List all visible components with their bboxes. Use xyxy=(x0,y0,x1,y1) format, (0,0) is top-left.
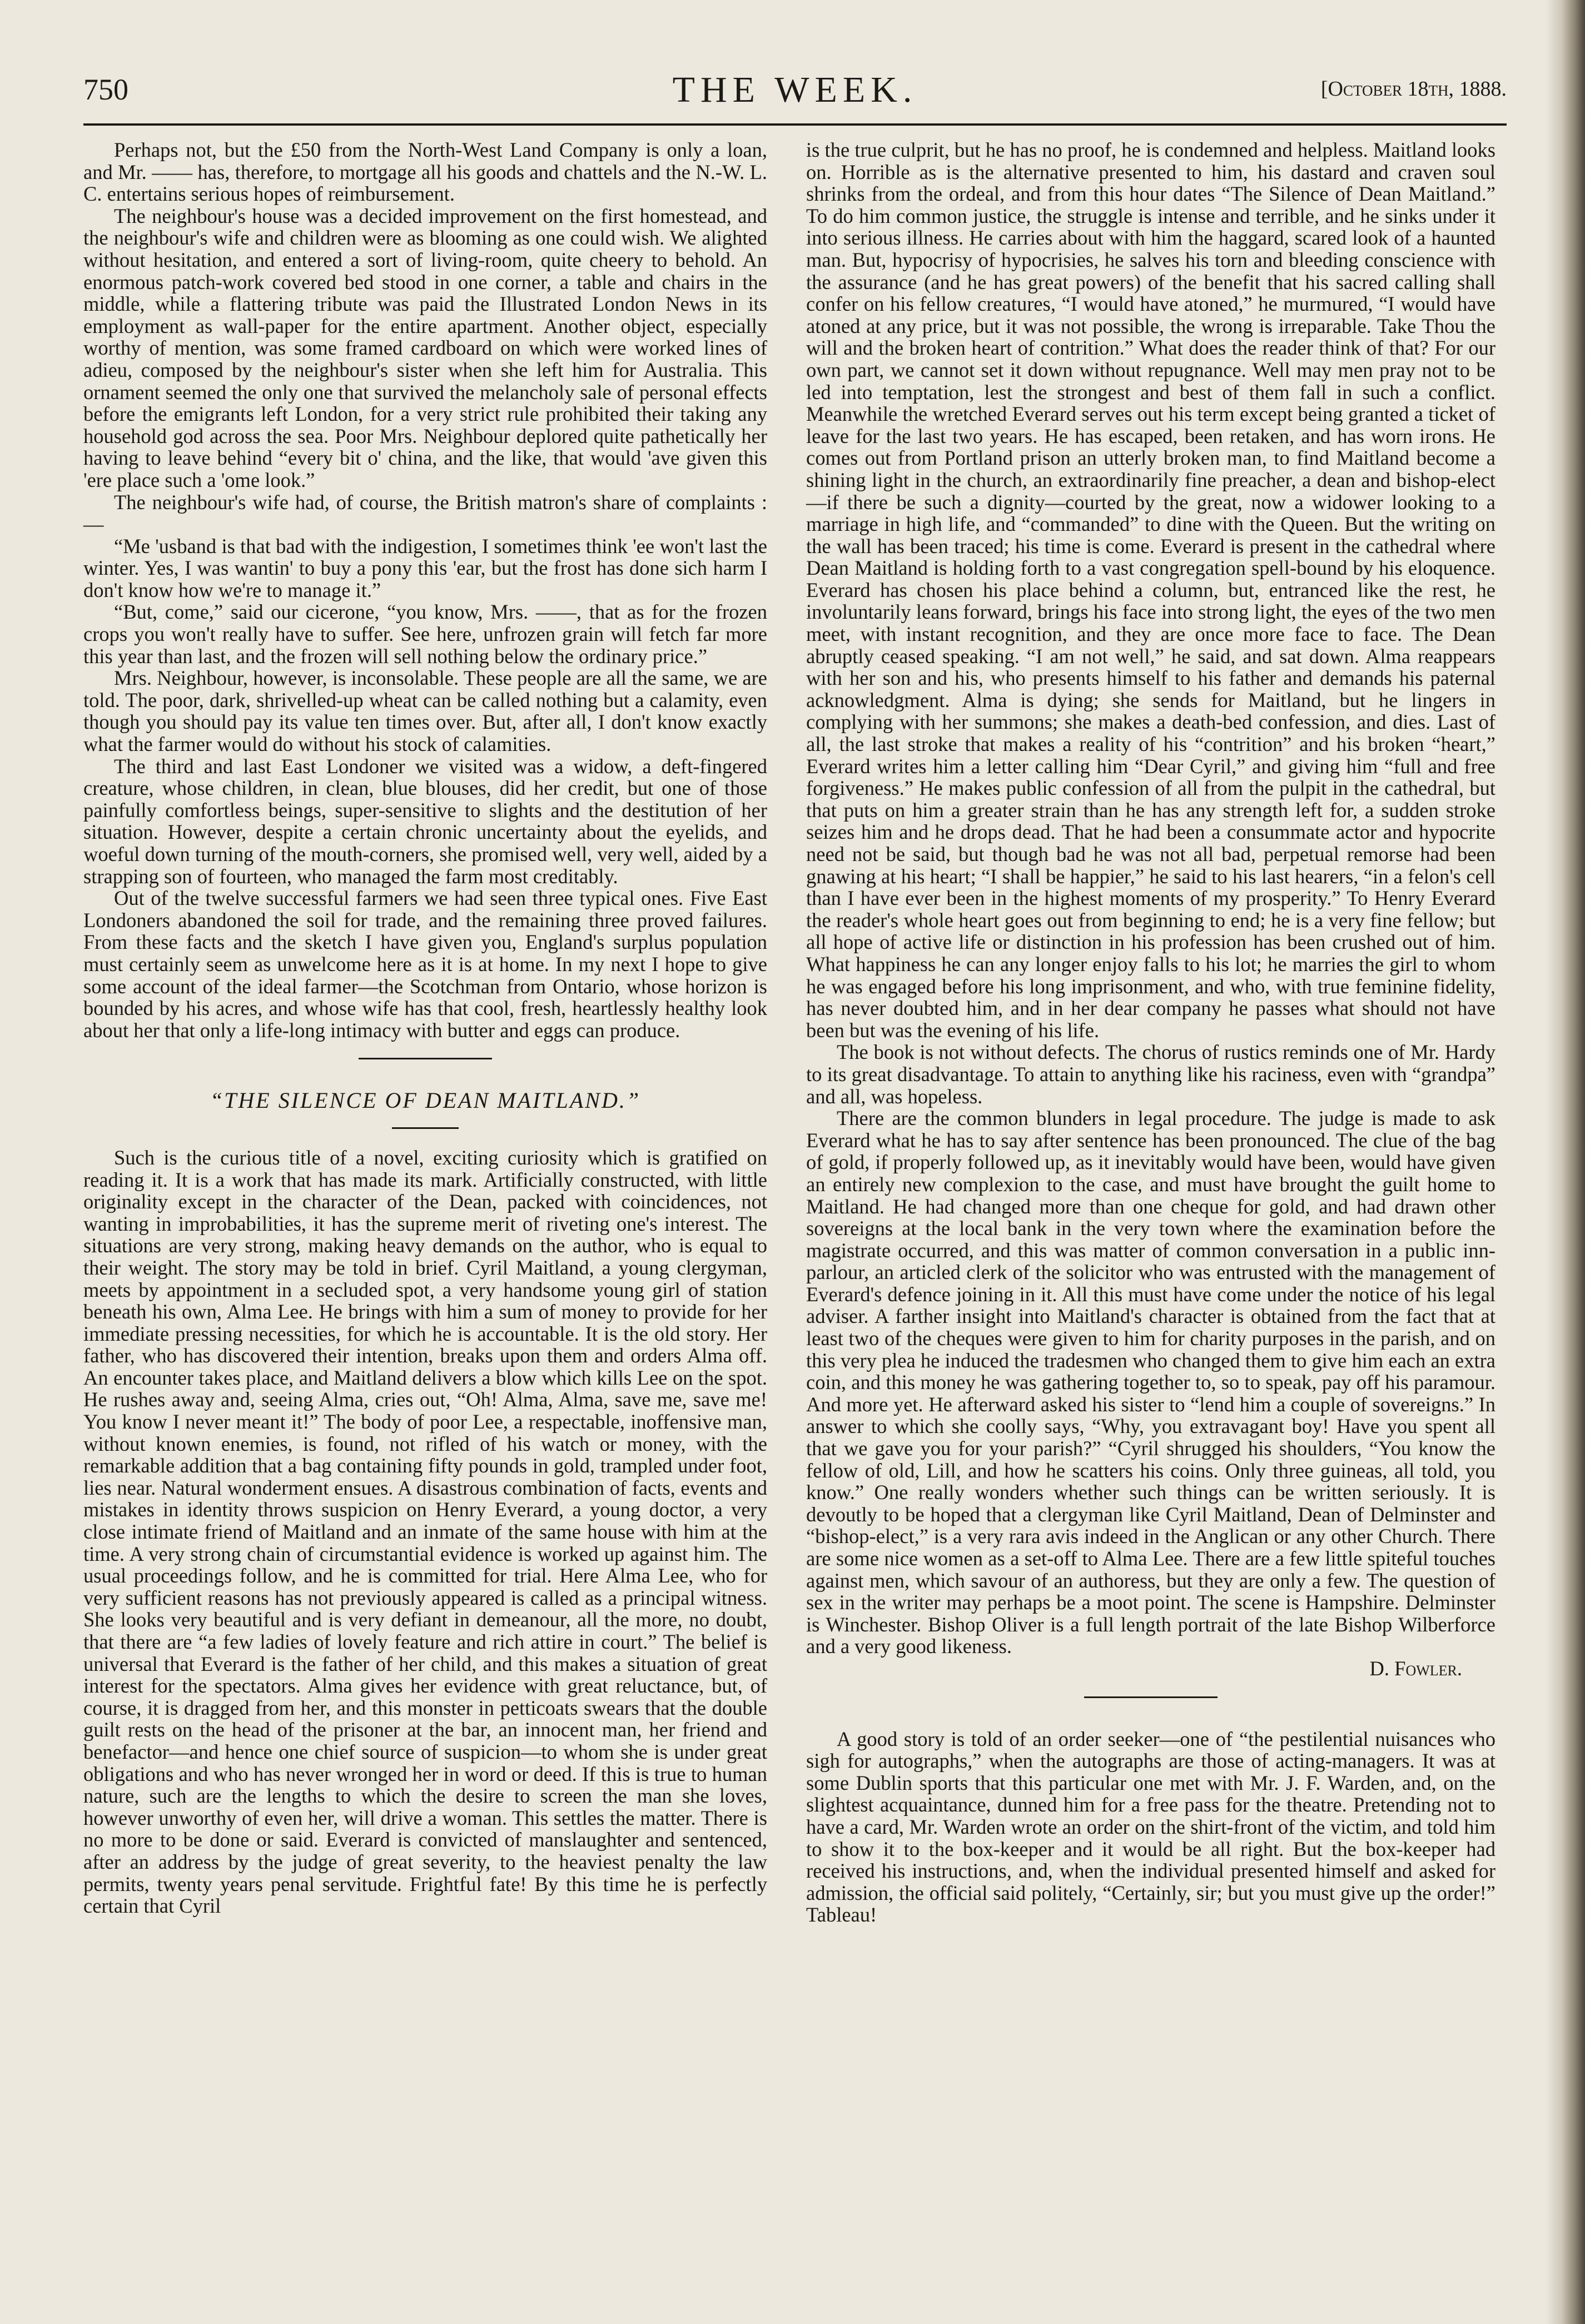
header-rule xyxy=(83,123,1507,126)
paragraph: Perhaps not, but the £50 from the North-West Land Company is only a loan, and Mr. —— has, therefore, to mortgage all his goods and chattels and the N.-W. L. C. entertains serious hopes of reimbursement. xyxy=(83,138,767,206)
publication-title: THE WEEK. xyxy=(672,69,918,110)
page-edge-shadow xyxy=(1546,0,1585,2324)
paragraph: Out of the twelve successful farmers we had seen three typical ones. Five East Londoners abandoned the soil for trade, and the remaining three proved failures. From these facts and the sketch I have given you, England's surplus population must certainly seem as unwelcome here as it is at home. In my next I hope to give some account of the ideal farmer—the Scotchman from Ontario, whose horizon is bounded by his acres, and whose wife has that cool, fresh, heartlessly healthy look about her that only a life-long intimacy with butter and eggs can produce. xyxy=(83,887,767,1042)
article-title: “THE SILENCE OF DEAN MAITLAND.” xyxy=(210,1088,641,1113)
issue-date: [October 18th, 1888. xyxy=(1320,77,1507,101)
quoted-paragraph: “But, come,” said our cicerone, “you know, Mrs. ——, that as for the frozen crops you won't really have to suffer. See here, unfrozen grain will fetch far more this year than last, and the frozen will sell nothing below the ordinary price.” xyxy=(83,600,767,668)
right-column xyxy=(806,139,1495,1926)
author-signature: D. Fowler. xyxy=(1369,1656,1462,1680)
review-paragraph: Such is the curious title of a novel, exciting curiosity which is gratified on reading it. It is a work that has made its mark. Artificially constructed, with little originality except in the character of the Dean, packed with coincidences, not wanting in improbabilities, it has the supreme merit of riveting one's interest. The situations are very strong, making heavy demands on the author, who is equal to their weight. The story may be told in brief. Cyril Maitland, a young clergyman, meets by appointment in a secluded spot, a very handsome young girl of station beneath his own, Alma Lee. He brings with him a sum of money to provide for her immediate pressing necessities, for which he is accountable. It is the old story. Her father, who has discovered their intention, breaks upon them and orders Alma off. An encounter takes place, and Maitland delivers a blow which kills Lee on the spot. He rushes away and, seeing Alma, cries out, “Oh! Alma, Alma, save me, save me! You know I never meant it!” The body of poor Lee, a respectable, inoffensive man, without known enemies, is found, not rifled of his watch or money, with the remarkable addition that a bag containing fifty pounds in gold, trampled under foot, lies near. Natural wonderment ensues. A disastrous combination of facts, events and mistakes in identity throws suspicion on Henry Everard, a young doctor, a very close intimate friend of Maitland and an inmate of the same house with him at the time. A very strong chain of circumstantial evidence is worked up against him. The usual proceedings follow, and he is committed for trial. Here Alma Lee, who for very sufficient reasons has not previously appeared is called as a principal witness. She looks very beautiful and is very defiant in demeanour, all the more, no doubt, that there are “a few ladies of lovely feature and rich attire in court.” The belief is universal that Everard is the father of her child, and this makes a situation of great interest for the spectators. Alma gives her evidence with great reluctance, but, of course, it is dragged from her, and this monster in petticoats swears that the double guilt rests on the head of the prisoner at the bar, an innocent man, her friend and benefactor—and hence one chief source of suspicion—to whom she is under great obligations and who has never wronged her in word or deed. If this is true to human nature, such are the lengths to which the desire to screen the man she loves, however unworthy of even her, will drive a woman. This settles the matter. There is no more to be done or said. Everard is convicted of manslaughter and sentenced, after an address by the judge of great severity, to the heaviest penalty the law permits, twenty years penal servitude. Frightful fate! By this time he is perfectly certain that Cyril xyxy=(83,1146,767,1918)
paragraph: The neighbour's house was a decided improvement on the first homestead, and the neighbour's wife and children were as blooming as one could wish. We alighted without hesitation, and entered a sort of living-room, quite cheery to behold. An enormous patch-work covered bed stood in one corner, a table and chairs in the middle, while a flattering tribute was paid the Illustrated London News in its employment as wall-paper for the entire apartment. Another object, especially worthy of mention, was some framed cardboard on which were worked lines of adieu, composed by the neighbour's sister when she left him for Australia. This ornament seemed the only one that survived the melancholy sale of personal effects before the emigrants left London, for a very strict rule prohibited their taking any household god across the sea. Poor Mrs. Neighbour deplored quite pathetically her having to leave behind “every bit o' china, and the like, that would 'ave given this 'ere place such a 'ome look.” xyxy=(83,204,767,491)
section-divider xyxy=(1084,1696,1218,1698)
section-divider xyxy=(359,1058,492,1059)
paragraph: There are the common blunders in legal procedure. The judge is made to ask Everard what he has to say after sentence has been pronounced. The clue of the bag of gold, if properly followed up, as it inevitably would have been, would have given an entirely new complexion to the case, and must have brought the guilt home to Maitland. He had changed more than one cheque for gold, and had drawn other sovereigns at the local bank in the very town where the examination before the magistrate occurred, and this was matter of common conversation in a public inn-parlour, an articled clerk of the solicitor who was entrusted with the management of Everard's defence joining in it. All this must have come under the notice of his legal adviser. A farther insight into Maitland's character is obtained from the fact that at least two of the cheques were given to him for charity purposes in the parish, and on this very plea he induced the tradesmen who changed them to give him each an extra coin, and this money he was gathering together to, so to speak, pay off his paramour. And more yet. He afterward asked his sister to “lend him a couple of sovereigns.” In answer to which she coolly says, “Why, you extravagant boy! Have you spent all that we gave you for your parish?” “Cyril shrugged his shoulders, “You know the fellow of old, Lill, and how he scatters his coins. Only three guineas, all told, you know.” One really wonders whether such things can be written seriously. It is devoutly to be hoped that a clergyman like Cyril Maitland, Dean of Delminster and “bishop-elect,” is a very rara avis indeed in the Anglican or any other Church. There are some nice women as a set-off to Alma Lee. There are a few little spiteful touches against men, which savour of an authoress, but they are only a few. The question of sex in the writer may perhaps be a moot point. The scene is Hampshire. Delminster is Winchester. Bishop Oliver is a full length portrait of the late Bishop Wilberforce and a very good likeness. xyxy=(806,1107,1495,1658)
paragraph: Mrs. Neighbour, however, is inconsolable. These people are all the same, we are told. The poor, dark, shrivelled-up wheat can be called nothing but a calamity, even though you should pay its value ten times over. But, after all, I don't know exactly what the farmer would do without his stock of calamities. xyxy=(83,666,767,756)
title-divider xyxy=(392,1127,459,1129)
page-number: 750 xyxy=(83,73,128,106)
page-header xyxy=(83,69,1507,111)
anecdote-paragraph: A good story is told of an order seeker—one of “the pestilential nuisances who sigh for autographs,” when the autographs are those of acting-managers. It was at some Dublin sports that this particular one met with Mr. J. F. Warden, and, on the slightest acquaintance, dunned him for a free pass for the theatre. Pretending not to have a card, Mr. Warden wrote an order on the shirt-front of the victim, and told him to show it to the box-keeper and it would be all right. But the box-keeper had received his instructions, and, when the individual presented himself and asked for admission, the official said politely, “Certainly, sir; but you must give up the order!” Tableau! xyxy=(806,1727,1495,1927)
paragraph: is the true culprit, but he has no proof, he is condemned and helpless. Maitland looks on. Horrible as is the alternative presented to him, his dastard and craven soul shrinks from the ordeal, and from this hour dates “The Silence of Dean Maitland.” To do him common justice, the struggle is intense and terrible, and he sinks under it into serious illness. He carries about with him the haggard, scared look of a haunted man. But, hypocrisy of hypocrisies, he salves his torn and bleeding conscience with the assurance (and he has great powers) of the benefit that his sacred calling shall confer on his fellow creatures, “I would have atoned,” he murmured, “I would have atoned at any price, but it was not possible, the wrong is irreparable. Take Thou the will and the broken heart of contrition.” What does the reader think of that? For our own part, we cannot set it down without repugnance. Well may men pray not to be led into temptation, lest the strongest and best of them fall in such a conflict. Meanwhile the wretched Everard serves out his term except being granted a ticket of leave for the last two years. He has escaped, been retaken, and has worn irons. He comes out from Portland prison an utterly broken man, to find Maitland become a shining light in the church, an extraordinarily fine preacher, a dean and bishop-elect—if there be such a dignity—courted by the great, now a widower looking to a marriage in high life, and “commanded” to dine with the Queen. But the writing on the wall has been traced; his time is come. Everard is present in the cathedral where Dean Maitland is holding forth to a vast congregation spell-bound by his eloquence. Everard has chosen his place behind a column, but, entranced like the rest, he involuntarily leans forward, brings his face into strong light, the eyes of the two men meet, with instant recognition, and they are once more face to face. The Dean abruptly ceased speaking. “I am not well,” he said, and sat down. Alma reappears with her son and his, who presents himself to his father and demands his paternal acknowledgment. Alma is dying; she sends for Maitland, but he lingers in complying with her summons; she makes a death-bed confession, and dies. Last of all, the last stroke that makes a reality of his “contrition” and his broken “heart,” Everard writes him a letter calling him “Dear Cyril,” and giving him “full and free forgiveness.” He makes public confession of all from the pulpit in the cathedral, but that puts on him a greater strain than he has any strength left for, a sudden stroke seizes him and he drops dead. That he had been a consummate actor and hypocrite need not be said, but though bad he was not all bad, perpetual remorse had been gnawing at his heart; “I shall be happier,” he said to his last hearers, “in a felon's cell than I have ever been in the highest moments of my prosperity.” To Henry Everard the reader's whole heart goes out from beginning to end; he is a very fine fellow; but all hope of active life or distinction in his profession has been crushed out of him. What happiness he can any longer enjoy falls to his lot; he marries the girl to whom he was engaged before his long imprisonment, and who, with true feminine fidelity, has never doubted him, and in her dear company he passes what should not have been but was the evening of his life. xyxy=(806,138,1495,1042)
quoted-paragraph: “Me 'usband is that bad with the indigestion, I sometimes think 'ee won't last the winter. Yes, I was wantin' to buy a pony this 'ear, but the frost has done sich harm I don't know how we're to manage it.” xyxy=(83,534,767,601)
left-column xyxy=(83,139,767,1917)
paragraph: The third and last East Londoner we visited was a widow, a deft-fingered creature, whose children, in clean, blue blouses, did her credit, but one of those painfully comfortless beings, super-sensitive to slights and the destitution of her situation. However, despite a certain chronic uncertainty about the eyelids, and woeful down turning of the mouth-corners, she promised well, very well, aided by a strapping son of fourteen, who managed the farm most creditably. xyxy=(83,754,767,888)
paragraph: The book is not without defects. The chorus of rustics reminds one of Mr. Hardy to its great disadvantage. To attain to anything like his raciness, even with “grandpa” and all, was hopeless. xyxy=(806,1041,1495,1108)
paragraph: The neighbour's wife had, of course, the British matron's share of complaints :— xyxy=(83,490,767,536)
